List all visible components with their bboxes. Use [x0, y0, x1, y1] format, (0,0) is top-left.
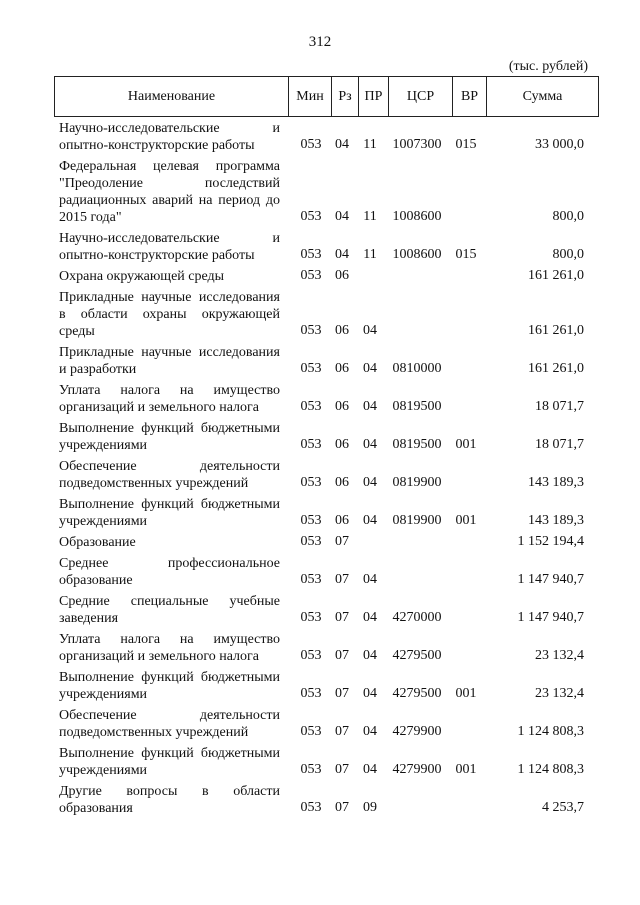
cell-min: 053	[300, 268, 322, 283]
row-name: Образование	[59, 535, 136, 550]
cell-rz: 07	[335, 686, 349, 701]
row-name: Обеспечение деятельности подведомственных учреждений	[59, 459, 280, 491]
cell-sum: 18 071,7	[535, 437, 584, 452]
row-name: Федеральная целевая программа "Преодоление последствий радиационных аварий на период до 2015 года"	[59, 159, 280, 225]
row-name: Средние специальные учебные заведения	[59, 594, 280, 626]
cell-rz: 06	[335, 323, 349, 338]
cell-sum: 161 261,0	[528, 268, 584, 283]
cell-rz: 06	[335, 399, 349, 414]
cell-rz: 07	[335, 800, 349, 815]
row-name: Среднее профессиональное образование	[59, 556, 280, 588]
page-number: 312	[308, 34, 332, 50]
header-csr: ЦСР	[389, 77, 453, 116]
row-name: Выполнение функций бюджетными учреждениями	[59, 421, 280, 453]
cell-sum: 1 124 808,3	[517, 762, 584, 777]
cell-sum: 4 253,7	[542, 800, 584, 815]
cell-min: 053	[300, 610, 322, 625]
cell-vr: 015	[455, 137, 477, 152]
cell-pr: 11	[363, 247, 377, 262]
cell-sum: 143 189,3	[528, 475, 584, 490]
cell-csr: 0819500	[392, 399, 442, 414]
cell-sum: 800,0	[552, 247, 584, 262]
cell-pr: 04	[363, 361, 377, 376]
table-row	[0, 344, 640, 378]
cell-csr: 0810000	[392, 361, 442, 376]
row-name: Обеспечение деятельности подведомственных учреждений	[59, 708, 280, 740]
table-row	[0, 268, 640, 285]
cell-min: 053	[300, 513, 322, 528]
cell-rz: 04	[335, 247, 349, 262]
table-row	[0, 669, 640, 703]
cell-sum: 161 261,0	[528, 323, 584, 338]
cell-min: 053	[300, 137, 322, 152]
table-row	[0, 783, 640, 817]
cell-min: 053	[300, 475, 322, 490]
cell-min: 053	[300, 361, 322, 376]
cell-csr: 0819900	[392, 513, 442, 528]
cell-min: 053	[300, 437, 322, 452]
cell-sum: 33 000,0	[535, 137, 584, 152]
cell-sum: 1 124 808,3	[517, 724, 584, 739]
cell-pr: 04	[363, 724, 377, 739]
cell-rz: 07	[335, 572, 349, 587]
row-name: Выполнение функций бюджетными учреждениями	[59, 746, 280, 778]
cell-vr: 001	[455, 762, 477, 777]
cell-csr: 0819500	[392, 437, 442, 452]
cell-csr: 4279500	[392, 648, 442, 663]
cell-rz: 06	[335, 475, 349, 490]
header-rz: Рз	[332, 77, 359, 116]
cell-min: 053	[300, 724, 322, 739]
cell-sum: 23 132,4	[535, 686, 584, 701]
table-row	[0, 707, 640, 741]
row-name: Выполнение функций бюджетными учреждениями	[59, 497, 280, 529]
cell-csr: 0819900	[392, 475, 442, 490]
cell-rz: 06	[335, 513, 349, 528]
cell-min: 053	[300, 762, 322, 777]
cell-csr: 1007300	[392, 137, 442, 152]
cell-vr: 001	[455, 686, 477, 701]
cell-sum: 1 147 940,7	[517, 610, 584, 625]
cell-rz: 06	[335, 268, 349, 283]
cell-rz: 07	[335, 534, 349, 549]
cell-min: 053	[300, 247, 322, 262]
cell-pr: 11	[363, 137, 377, 152]
cell-pr: 04	[363, 572, 377, 587]
cell-pr: 09	[363, 800, 377, 815]
header-min: Мин	[289, 77, 332, 116]
row-name: Выполнение функций бюджетными учреждениями	[59, 670, 280, 702]
header-sum: Сумма	[522, 88, 563, 104]
cell-sum: 143 189,3	[528, 513, 584, 528]
table-row	[0, 534, 640, 551]
table-row	[0, 745, 640, 779]
cell-sum: 1 152 194,4	[517, 534, 584, 549]
table-row	[0, 593, 640, 627]
cell-vr: 001	[455, 513, 477, 528]
cell-rz: 07	[335, 648, 349, 663]
cell-pr: 04	[363, 762, 377, 777]
table-row	[0, 230, 640, 264]
cell-min: 053	[300, 572, 322, 587]
cell-sum: 800,0	[552, 209, 584, 224]
cell-pr: 04	[363, 475, 377, 490]
header-name: Наименование	[55, 77, 289, 116]
table-row	[0, 289, 640, 340]
cell-csr: 4270000	[392, 610, 442, 625]
units-label: (тыс. рублей)	[508, 59, 588, 74]
cell-min: 053	[300, 534, 322, 549]
cell-csr: 4279500	[392, 686, 442, 701]
table-header	[54, 76, 599, 117]
cell-min: 053	[300, 209, 322, 224]
row-name: Прикладные научные исследования в области охраны окружающей среды	[59, 290, 280, 339]
cell-min: 053	[300, 800, 322, 815]
cell-min: 053	[300, 686, 322, 701]
cell-vr: 001	[455, 437, 477, 452]
cell-sum: 1 147 940,7	[517, 572, 584, 587]
cell-pr: 04	[363, 399, 377, 414]
cell-pr: 04	[363, 648, 377, 663]
table-row	[0, 458, 640, 492]
cell-csr: 1008600	[392, 247, 442, 262]
table-row	[0, 555, 640, 589]
table-row	[0, 496, 640, 530]
row-name: Другие вопросы в области образования	[59, 784, 280, 816]
cell-rz: 04	[335, 209, 349, 224]
cell-pr: 04	[363, 610, 377, 625]
cell-rz: 07	[335, 610, 349, 625]
table-row	[0, 631, 640, 665]
table-row	[0, 420, 640, 454]
cell-rz: 07	[335, 762, 349, 777]
row-name: Научно-исследовательские и опытно-конструкторские работы	[59, 121, 280, 153]
cell-vr: 015	[455, 247, 477, 262]
row-name: Научно-исследовательские и опытно-конструкторские работы	[59, 231, 280, 263]
cell-pr: 04	[363, 686, 377, 701]
cell-csr: 4279900	[392, 762, 442, 777]
cell-sum: 161 261,0	[528, 361, 584, 376]
cell-pr: 04	[363, 323, 377, 338]
cell-sum: 18 071,7	[535, 399, 584, 414]
cell-pr: 11	[363, 209, 377, 224]
cell-pr: 04	[363, 513, 377, 528]
header-vr: ВР	[453, 77, 487, 116]
cell-pr: 04	[363, 437, 377, 452]
cell-csr: 1008600	[392, 209, 442, 224]
table-row	[0, 158, 640, 226]
cell-rz: 06	[335, 437, 349, 452]
cell-rz: 07	[335, 724, 349, 739]
row-name: Прикладные научные исследования и разработки	[59, 345, 280, 377]
cell-sum: 23 132,4	[535, 648, 584, 663]
table-row	[0, 382, 640, 416]
row-name: Охрана окружающей среды	[59, 269, 225, 284]
table-body	[0, 120, 640, 821]
table-row	[0, 120, 640, 154]
row-name: Уплата налога на имущество организаций и земельного налога	[59, 632, 280, 664]
cell-min: 053	[300, 323, 322, 338]
row-name: Уплата налога на имущество организаций и земельного налога	[59, 383, 280, 415]
header-pr: ПР	[359, 77, 389, 116]
cell-rz: 04	[335, 137, 349, 152]
cell-min: 053	[300, 648, 322, 663]
cell-min: 053	[300, 399, 322, 414]
cell-csr: 4279900	[392, 724, 442, 739]
cell-rz: 06	[335, 361, 349, 376]
